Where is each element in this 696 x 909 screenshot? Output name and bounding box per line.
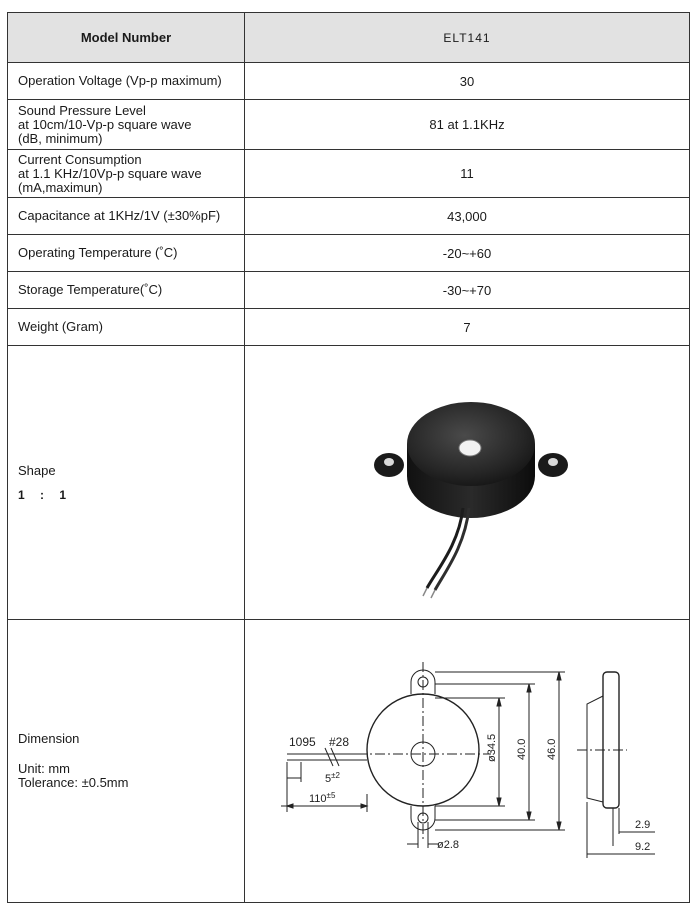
spec-label: Weight (Gram) bbox=[8, 309, 245, 346]
shape-label-cell bbox=[8, 346, 245, 620]
spec-label-line: at 1.1 KHz/10Vp-p square wave bbox=[18, 165, 202, 181]
spec-value: 11 bbox=[245, 150, 690, 198]
model-number-label: Model Number bbox=[8, 13, 245, 63]
dimension-label-cell bbox=[8, 620, 245, 903]
lead-tolerance: ±5 bbox=[326, 790, 336, 800]
body-diameter-label: ø34.5 bbox=[486, 733, 498, 762]
spec-table bbox=[7, 12, 690, 903]
spec-label-line: (dB, minimum) bbox=[18, 130, 103, 146]
shape-image-cell bbox=[245, 346, 690, 620]
thickness-29-label: 2.9 bbox=[635, 818, 651, 831]
spec-value: -20~+60 bbox=[245, 235, 690, 272]
dimension-label: Dimension bbox=[18, 731, 80, 746]
side-view bbox=[603, 672, 619, 808]
buzzer-photo bbox=[247, 348, 687, 614]
spec-row-storage-temp bbox=[8, 272, 690, 309]
buzzer-body bbox=[374, 402, 568, 518]
buzzer-leads bbox=[423, 508, 469, 598]
spec-label: Capacitance at 1KHz/1V (±30%pF) bbox=[8, 198, 245, 235]
spec-row-voltage bbox=[8, 63, 690, 100]
spec-value: -30~+70 bbox=[245, 272, 690, 309]
spec-label-line: Sound Pressure Level bbox=[18, 102, 146, 118]
height-40-label: 40.0 bbox=[516, 738, 528, 760]
dimension-row bbox=[8, 620, 690, 903]
dimension-drawing-cell bbox=[245, 620, 690, 903]
lead-label bbox=[309, 791, 336, 805]
header-row bbox=[8, 13, 690, 63]
spec-value: 7 bbox=[245, 309, 690, 346]
spec-row-current bbox=[8, 150, 690, 198]
spec-row-capacitance bbox=[8, 198, 690, 235]
spec-value: 30 bbox=[245, 63, 690, 100]
height-46-label: 46.0 bbox=[546, 738, 558, 760]
strip-tolerance: ±2 bbox=[331, 770, 340, 780]
wire-length-label: 1095 bbox=[289, 734, 316, 749]
thickness-92-label: 9.2 bbox=[635, 840, 651, 853]
strip-value: 5 bbox=[325, 772, 332, 785]
hole-diameter-label: ø2.8 bbox=[437, 838, 460, 851]
strip-label bbox=[325, 771, 341, 785]
spec-row-weight bbox=[8, 309, 690, 346]
dimension-drawing bbox=[247, 622, 687, 898]
spec-row-operating-temp bbox=[8, 235, 690, 272]
spec-label-line: (mA,maximun) bbox=[18, 179, 103, 195]
dimension-tolerance: Tolerance: ±0.5mm bbox=[18, 775, 129, 790]
spec-value: 81 at 1.1KHz bbox=[245, 100, 690, 150]
shape-label: Shape bbox=[18, 462, 56, 478]
spec-label: Storage Temperature(˚C) bbox=[8, 272, 245, 309]
wire-gauge-label: #28 bbox=[329, 734, 350, 749]
spec-label: Operation Voltage (Vp-p maximum) bbox=[8, 63, 245, 100]
spec-label bbox=[8, 100, 245, 150]
model-number-value: ELT141 bbox=[245, 13, 690, 63]
spec-row-sound-pressure bbox=[8, 100, 690, 150]
spec-label-line: Current Consumption bbox=[18, 151, 142, 167]
spec-label bbox=[8, 150, 245, 198]
shape-row bbox=[8, 346, 690, 620]
lead-value: 110 bbox=[309, 792, 327, 805]
shape-scale: 1 : 1 bbox=[18, 487, 73, 502]
spec-label-line: at 10cm/10-Vp-p square wave bbox=[18, 116, 192, 132]
spec-label: Operating Temperature (˚C) bbox=[8, 235, 245, 272]
spec-value: 43,000 bbox=[245, 198, 690, 235]
dimension-unit: Unit: mm bbox=[18, 761, 70, 776]
